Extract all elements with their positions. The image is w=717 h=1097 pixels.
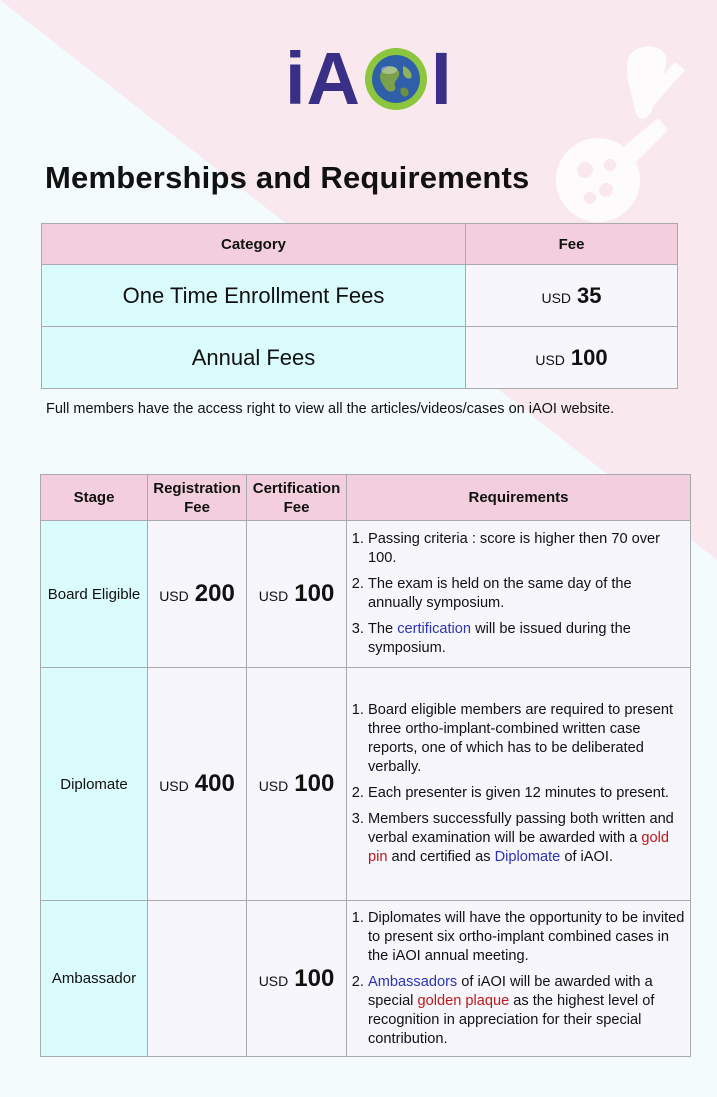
- golden-plaque-highlight: golden plaque: [417, 992, 510, 1009]
- registration-header-line1: Registration: [153, 479, 241, 497]
- stage-cell: Ambassador: [41, 901, 148, 1057]
- currency-label: USD: [159, 778, 189, 794]
- registration-fee-cell: [148, 901, 247, 1057]
- table-row: [41, 668, 691, 901]
- diplomate-link[interactable]: Diplomate: [494, 849, 561, 865]
- requirements-list: [347, 530, 690, 658]
- certification-fee-cell: [247, 901, 347, 1057]
- fee-amount: 100: [294, 580, 335, 607]
- fee-amount: 100: [294, 964, 335, 992]
- fees-table: [41, 223, 678, 389]
- logo-text-left: iA: [285, 37, 361, 120]
- currency-label: USD: [258, 588, 289, 604]
- certification-link[interactable]: certification: [397, 621, 472, 637]
- list-item: 2. The exam is held on the same day of the annually symposium.: [368, 575, 686, 613]
- fee-cell: [466, 327, 678, 389]
- certification-fee-cell: [247, 521, 347, 668]
- page-title: Memberships and Requirements: [45, 160, 530, 195]
- certification-header-line1: Certification: [252, 479, 341, 497]
- registration-fee-header: [148, 475, 247, 521]
- requirements-cell: [347, 901, 691, 1057]
- fee-cell: [466, 265, 678, 327]
- text: as the highest level of recognition in appreciation for their special contribution.: [368, 992, 655, 1047]
- stage-cell: Board Eligible: [41, 521, 148, 668]
- currency-label: USD: [258, 778, 289, 794]
- certification-header-line2: Fee: [283, 498, 310, 516]
- ambassadors-link[interactable]: Ambassadors: [368, 973, 458, 990]
- list-item: 1. Diplomates will have the opportunity to be invited to present six ortho-implant combined cases in the iAOI annual meeting.: [368, 909, 686, 966]
- stages-table: [40, 474, 691, 1057]
- text: The: [368, 621, 398, 637]
- fees-table-header: [42, 224, 678, 265]
- currency-label: USD: [159, 588, 189, 604]
- decorative-tooth-icon: [540, 40, 700, 225]
- list-item: 2. Each presenter is given 12 minutes to present.: [368, 784, 686, 803]
- fee-amount: 200: [194, 580, 235, 607]
- table-row: [41, 901, 691, 1057]
- list-item: 1. Board eligible members are required to present three ortho-implant-combined written case reports, one of which has to be deliberated verbally.: [368, 701, 686, 777]
- registration-fee-cell: [148, 668, 247, 901]
- table-row: [42, 327, 678, 389]
- requirements-header: Requirements: [347, 475, 691, 521]
- category-header: Category: [42, 224, 466, 265]
- logo-text-right: I: [431, 37, 453, 120]
- requirements-cell: [347, 668, 691, 901]
- stage-cell: Diplomate: [41, 668, 148, 901]
- currency-label: USD: [258, 972, 289, 989]
- fee-amount: 100: [294, 770, 335, 797]
- requirements-cell: [347, 521, 691, 668]
- list-item: [368, 810, 686, 867]
- certification-fee-header: [247, 475, 347, 521]
- list-item: [368, 620, 686, 658]
- stages-table-header: [41, 475, 691, 521]
- certification-fee-cell: [247, 668, 347, 901]
- text: Members successfully passing both written and verbal examination will be awarded with a: [368, 811, 674, 846]
- list-item: 1. Passing criteria : score is higher then 70 over 100.: [368, 530, 686, 568]
- iaoi-logo: [285, 37, 453, 120]
- currency-label: USD: [541, 289, 572, 306]
- requirements-list: [347, 909, 690, 1049]
- fee-amount: 100: [570, 344, 608, 370]
- list-item: [368, 973, 686, 1049]
- fee-amount: 35: [577, 282, 602, 308]
- membership-note: Full members have the access right to view all the articles/videos/cases on iAOI website.: [46, 401, 615, 417]
- stage-header: Stage: [41, 475, 148, 521]
- text: and certified as: [387, 849, 495, 865]
- requirements-list: [347, 701, 690, 867]
- currency-label: USD: [535, 351, 565, 368]
- globe-icon: [363, 46, 429, 112]
- gold-pin-highlight: gold pin: [368, 830, 669, 865]
- table-row: [41, 521, 691, 668]
- category-cell: One Time Enrollment Fees: [42, 265, 466, 327]
- fee-header: Fee: [466, 224, 678, 265]
- text: of iAOI.: [560, 849, 613, 865]
- text: of iAOI will be awarded with a special: [368, 973, 653, 1009]
- table-row: [42, 265, 678, 327]
- registration-header-line2: Fee: [184, 498, 210, 516]
- registration-fee-cell: [148, 521, 247, 668]
- text: will be issued during the symposium.: [368, 621, 631, 656]
- category-cell: Annual Fees: [42, 327, 466, 389]
- fee-amount: 400: [194, 770, 235, 797]
